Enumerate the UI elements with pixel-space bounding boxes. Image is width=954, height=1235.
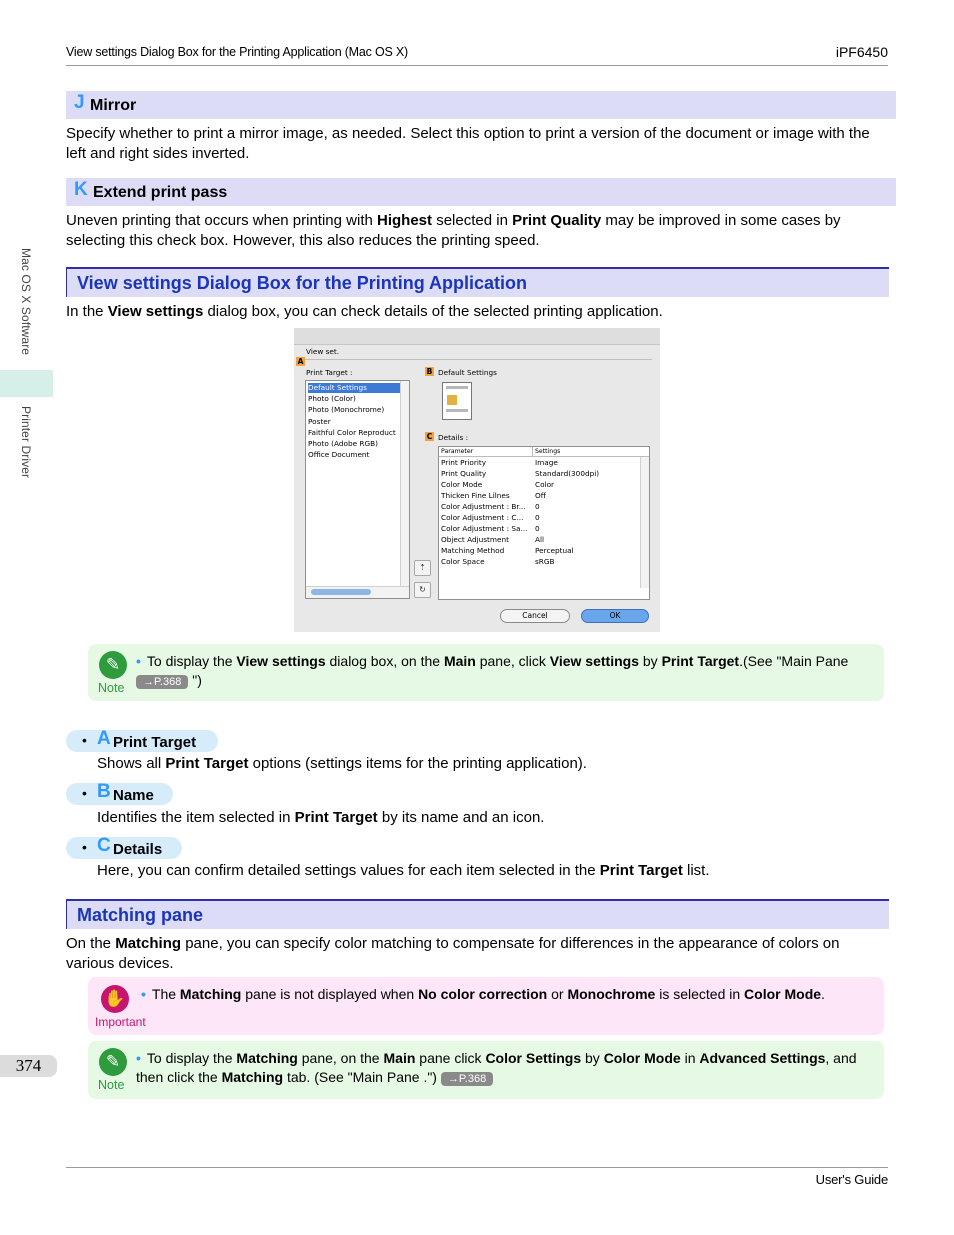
list-item[interactable]: Faithful Color Reproduct — [308, 428, 396, 437]
thumb-band — [446, 409, 468, 412]
table-row: Color Adjustment : Br... 0 — [441, 502, 540, 511]
note-pencil-icon: ✎ — [99, 651, 127, 679]
item-b-description: Identifies the item selected in Print Target by its name and an icon. — [97, 809, 545, 826]
reset-icon: ↻ — [419, 585, 426, 594]
scroll-thumb[interactable] — [311, 589, 371, 595]
side-tab-printer-driver[interactable]: Printer Driver — [19, 406, 33, 479]
default-settings-label: Default Settings — [438, 368, 497, 377]
footer-guide-title: User's Guide — [815, 1172, 888, 1187]
table-row: Thicken Fine Lilnes Off — [441, 491, 546, 500]
matching-section-heading — [66, 899, 889, 929]
view-settings-dialog — [294, 328, 660, 632]
thumb-picture — [447, 395, 457, 405]
details-label: Details : — [438, 433, 469, 442]
list-item[interactable]: Office Document — [308, 450, 370, 459]
note-matching — [88, 1041, 884, 1099]
item-c-title: Details — [113, 841, 163, 858]
extend-description: Uneven printing that occurs when printing with Highest selected in Print Quality may be improved in some cases by selecting this check box. However, this also reduces the printing speed. — [66, 212, 841, 249]
details-table-header — [439, 447, 649, 457]
mirror-description: Specify whether to print a mirror image, as needed. Select this option to print a version of the document or image with the left and right sides inverted. — [66, 125, 870, 162]
details-table[interactable] — [438, 446, 650, 600]
item-b-title: Name — [113, 787, 154, 804]
badge-c: C — [426, 432, 433, 441]
important-matching-text: • The Matching pane is not displayed when No color correction or Monochrome is selected in Color Mode. — [141, 986, 825, 1002]
table-row: Object Adjustment All — [441, 535, 545, 544]
table-row: Print Priority Image — [441, 458, 558, 467]
dialog-title: View set. — [306, 347, 340, 356]
bullet-icon: • — [82, 839, 87, 855]
table-row: Color Space sRGB — [441, 557, 555, 566]
table-row: Color Mode Color — [441, 480, 555, 489]
page-reference-link[interactable]: →P.368 — [441, 1072, 493, 1086]
print-target-thumbnail-icon — [442, 382, 472, 420]
bullet-icon: • — [82, 732, 87, 748]
print-target-label: Print Target : — [306, 368, 353, 377]
item-a-title: Print Target — [113, 734, 197, 751]
list-item[interactable]: Poster — [308, 417, 331, 426]
side-tab-mac-os-x-software[interactable]: Mac OS X Software — [19, 248, 33, 356]
item-a-description: Shows all Print Target options (settings items for the printing application). — [97, 755, 587, 772]
mirror-heading — [66, 91, 896, 119]
column-parameter[interactable]: Parameter — [441, 448, 474, 455]
note-pencil-icon: ✎ — [99, 1048, 127, 1076]
extend-letter: K — [74, 179, 88, 200]
arrow-up-icon: ⇡ — [419, 563, 426, 572]
table-row: Matching Method Perceptual — [441, 546, 574, 555]
list-horizontal-scrollbar[interactable] — [306, 586, 409, 598]
running-header-title: View settings Dialog Box for the Printing Application (Mac OS X) — [66, 45, 408, 59]
table-row: Print Quality Standard(300dpi) — [441, 469, 600, 478]
print-target-list[interactable] — [305, 380, 410, 599]
note-label: Note — [98, 1078, 125, 1092]
matching-intro: On the Matching pane, you can specify color matching to compensate for differences in the appearance of colors on various devices. — [66, 935, 840, 972]
view-settings-section-heading — [66, 267, 889, 297]
view-settings-section-title: View settings Dialog Box for the Printing Application — [77, 273, 528, 293]
item-b-heading — [66, 783, 173, 805]
column-divider — [532, 447, 533, 456]
item-b-letter: B — [97, 781, 111, 802]
note-view-settings — [88, 644, 884, 701]
table-row: Color Adjustment : C... 0 — [441, 513, 540, 522]
footer-rule — [66, 1167, 888, 1168]
list-item[interactable]: Photo (Adobe RGB) — [308, 439, 378, 448]
view-settings-intro: In the View settings dialog box, you can check details of the selected printing application. — [66, 303, 663, 320]
details-vertical-scrollbar[interactable] — [640, 457, 649, 588]
page-reference-link[interactable]: →P.368 — [136, 675, 188, 689]
move-up-button[interactable] — [414, 560, 431, 576]
mirror-title: Mirror — [90, 97, 137, 114]
cancel-button[interactable]: Cancel — [500, 609, 570, 623]
note-matching-text: • To display the Matching pane, on the Main pane click Color Settings by Color Mode in Advanced Settings, and then click the Matching tab. (See "Main Pane .") →P.368 — [136, 1050, 857, 1085]
item-a-heading — [66, 730, 218, 752]
important-label: Important — [95, 1015, 146, 1029]
matching-section-title: Matching pane — [77, 905, 204, 925]
running-header-model: iPF6450 — [835, 44, 888, 60]
list-item[interactable]: Photo (Color) — [308, 394, 356, 403]
item-c-heading — [66, 837, 182, 859]
badge-a: A — [297, 357, 304, 366]
item-a-letter: A — [97, 728, 111, 749]
side-tab-marker — [0, 370, 53, 397]
bullet-icon: • — [82, 785, 87, 801]
column-settings[interactable]: Settings — [535, 448, 561, 455]
reset-button[interactable] — [414, 582, 431, 598]
badge-b: B — [426, 367, 433, 376]
header-rule — [66, 65, 888, 66]
thumb-band — [446, 386, 468, 389]
dialog-separator — [302, 359, 652, 360]
ok-button[interactable]: OK — [581, 609, 649, 623]
dialog-title-bar — [294, 328, 660, 345]
note-view-settings-text: • To display the View settings dialog box, on the Main pane, click View settings by Print Target.(See "Main Pane →P.368 ") — [136, 653, 849, 688]
important-hand-icon: ✋ — [101, 985, 129, 1013]
table-row: Color Adjustment : Sa... 0 — [441, 524, 540, 533]
item-c-description: Here, you can confirm detailed settings values for each item selected in the Print Target list. — [97, 862, 710, 879]
list-item[interactable]: Default Settings — [308, 383, 402, 393]
note-label: Note — [98, 681, 125, 695]
page-number: 374 — [0, 1055, 57, 1077]
important-matching — [88, 977, 884, 1035]
mirror-letter: J — [74, 92, 85, 113]
list-vertical-scrollbar[interactable] — [400, 381, 409, 586]
extend-heading — [66, 178, 896, 206]
extend-title: Extend print pass — [93, 184, 228, 201]
item-c-letter: C — [97, 835, 111, 856]
list-item[interactable]: Photo (Monochrome) — [308, 405, 385, 414]
